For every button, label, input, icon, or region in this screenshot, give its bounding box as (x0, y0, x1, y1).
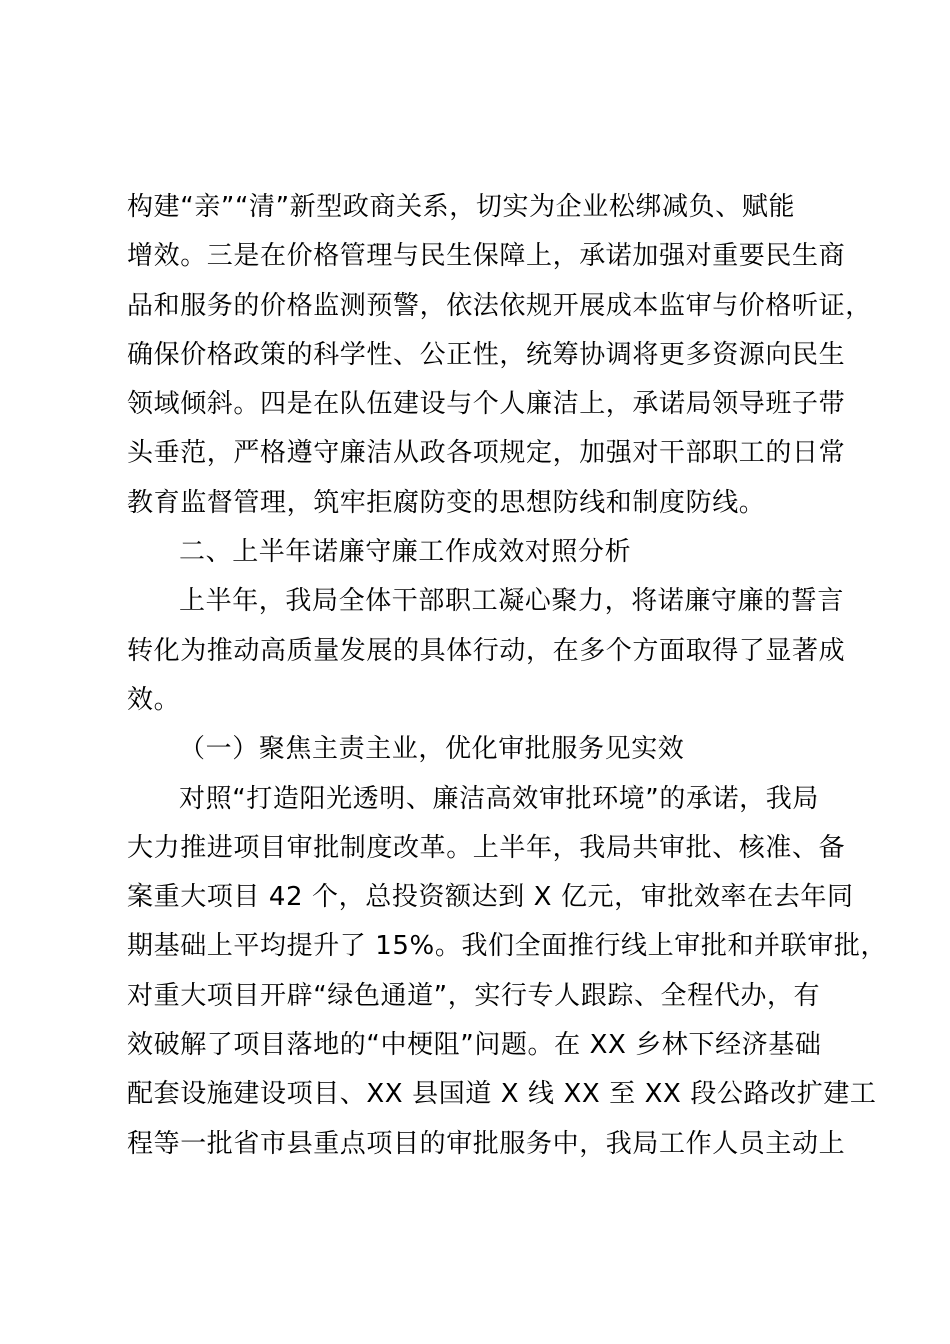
text-line: 教育监督管理，筑牢拒腐防变的思想防线和制度防线。 (127, 487, 766, 518)
text-line: 对照“打造阳光透明、廉洁高效审批环境”的承诺，我局 (179, 783, 819, 814)
text-line: 期基础上平均提升了 15%。我们全面推行线上审批和并联审批， (127, 931, 888, 962)
body-text (127, 183, 888, 1169)
text-line: 大力推进项目审批制度改革。上半年，我局共审批、核准、备 (127, 832, 846, 863)
text-line: 案重大项目 42 个，总投资额达到 X 亿元，审批效率在去年同 (127, 882, 854, 913)
text-line: 对重大项目开辟“绿色通道”，实行专人跟踪、全程代办，有 (127, 980, 821, 1011)
text-line: 配套设施建设项目、XX 县国道 X 线 XX 至 XX 段公路改扩建工 (127, 1079, 877, 1110)
text-line: 增效。三是在价格管理与民生保障上，承诺加强对重要民生商 (127, 241, 846, 272)
section-heading: 二、上半年诺廉守廉工作成效对照分析 (179, 537, 632, 568)
text-line: 上半年，我局全体干部职工凝心聚力，将诺廉守廉的誓言 (179, 586, 845, 617)
text-line: 头垂范，严格遵守廉洁从政各项规定，加强对干部职工的日常 (127, 438, 846, 469)
text-line: 效。 (127, 684, 181, 715)
text-line: 效破解了项目落地的“中梗阻”问题。在 XX 乡林下经济基础 (127, 1030, 822, 1061)
text-line: 领域倾斜。四是在队伍建设与个人廉洁上，承诺局领导班子带 (127, 389, 846, 420)
text-line: 确保价格政策的科学性、公正性，统筹协调将更多资源向民生 (127, 339, 846, 370)
subsection-heading: （一）聚焦主责主业，优化审批服务见实效 (179, 734, 685, 765)
text-line: 转化为推动高质量发展的具体行动，在多个方面取得了显著成 (127, 635, 846, 666)
text-line: 品和服务的价格监测预警，依法依规开展成本监审与价格听证， (127, 290, 872, 321)
text-line: 构建“亲”“清”新型政商关系，切实为企业松绑减负、赋能 (127, 192, 796, 222)
text-line: 程等一批省市县重点项目的审批服务中，我局工作人员主动上 (127, 1128, 846, 1159)
